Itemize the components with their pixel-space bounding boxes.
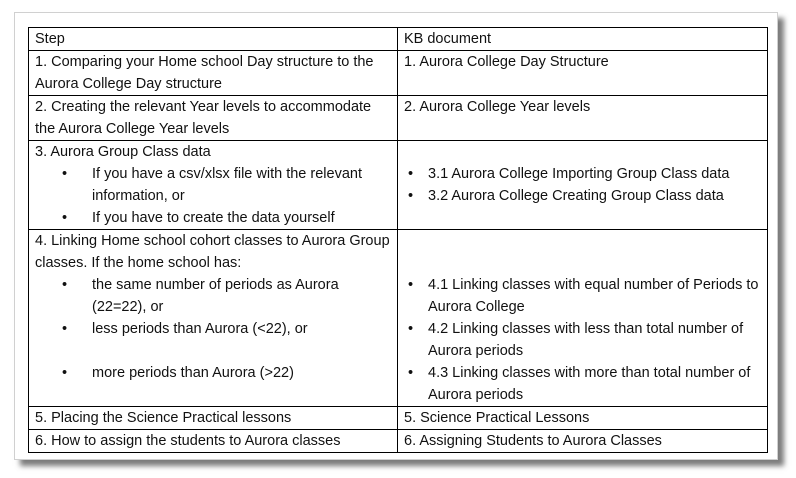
step-cell	[29, 141, 398, 230]
step-cell	[29, 230, 398, 407]
spacer	[35, 340, 391, 362]
kb-cell: 5. Science Practical Lessons	[398, 407, 768, 430]
kb-cell: 6. Assigning Students to Aurora Classes	[398, 430, 768, 453]
table-row	[29, 430, 768, 453]
kb-cell	[398, 230, 768, 407]
kb-cell	[398, 141, 768, 230]
table-row	[29, 230, 768, 407]
step-title: 4. Linking Home school cohort classes to Aurora Group classes. If the home school has:	[35, 233, 390, 271]
table-row	[29, 141, 768, 230]
kb-link-item: • 3.2 Aurora College Creating Group Class data	[404, 185, 761, 207]
kb-bullet-list	[404, 274, 761, 406]
steps-table	[28, 27, 768, 453]
list-item: • If you have a csv/xlsx file with the relevant information, or	[35, 163, 391, 207]
header-row	[29, 28, 768, 51]
step-bullet-list	[35, 274, 391, 384]
kb-link-item: • 4.1 Linking classes with equal number of Periods to Aurora College	[404, 274, 761, 318]
table-row	[29, 407, 768, 430]
list-item: • less periods than Aurora (<22), or	[35, 318, 391, 340]
step-bullet-list	[35, 163, 391, 229]
step-cell: 6. How to assign the students to Aurora classes	[29, 430, 398, 453]
step-cell: 2. Creating the relevant Year levels to accommodate the Aurora College Year levels	[29, 96, 398, 141]
step-cell: 1. Comparing your Home school Day structure to the Aurora College Day structure	[29, 51, 398, 96]
step-cell: 5. Placing the Science Practical lessons	[29, 407, 398, 430]
list-item: • more periods than Aurora (>22)	[35, 362, 391, 384]
table-row	[29, 51, 768, 96]
header-step: Step	[29, 28, 398, 51]
table-row	[29, 96, 768, 141]
step-title: 3. Aurora Group Class data	[35, 144, 211, 160]
kb-link-item: • 4.2 Linking classes with less than total number of Aurora periods	[404, 318, 761, 362]
header-kb-document: KB document	[398, 28, 768, 51]
kb-cell: 2. Aurora College Year levels	[398, 96, 768, 141]
kb-link-item: • 3.1 Aurora College Importing Group Class data	[404, 163, 761, 185]
document-frame	[14, 12, 778, 460]
kb-link-item: • 4.3 Linking classes with more than total number of Aurora periods	[404, 362, 761, 406]
list-item: • the same number of periods as Aurora (22=22), or	[35, 274, 391, 318]
kb-bullet-list	[404, 163, 761, 207]
kb-cell: 1. Aurora College Day Structure	[398, 51, 768, 96]
list-item: • If you have to create the data yourself	[35, 207, 391, 229]
